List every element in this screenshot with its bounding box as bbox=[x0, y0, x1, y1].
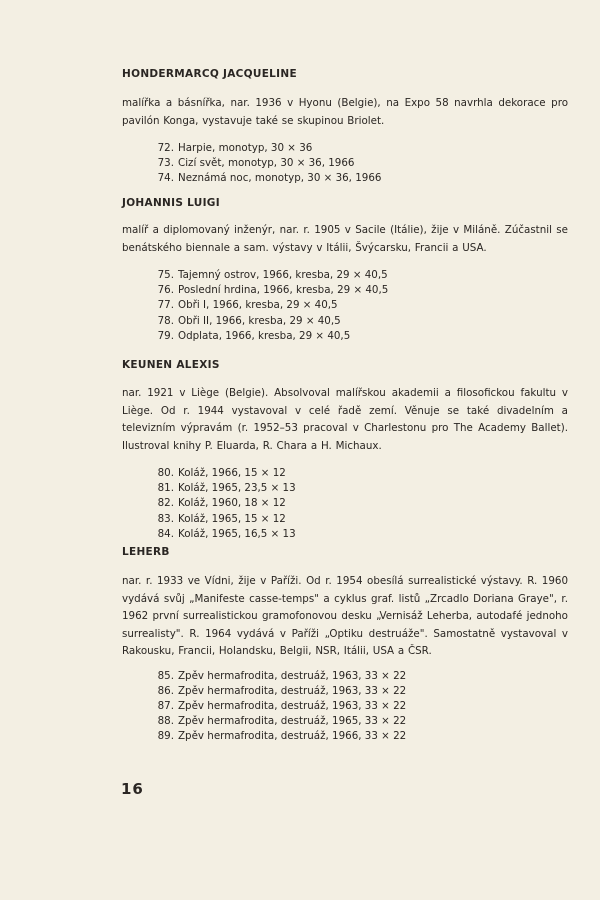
artwork-item bbox=[122, 527, 568, 542]
artwork-item bbox=[122, 268, 568, 283]
artwork-item bbox=[122, 466, 568, 481]
artwork-number: 80. bbox=[157, 467, 174, 479]
artwork-title: Zpěv hermafrodita, destruáž, 1965, 33 × 22 bbox=[178, 715, 407, 728]
artwork-number: 73. bbox=[157, 157, 174, 170]
artwork-number: 72. bbox=[157, 142, 174, 154]
artist-name: JOHANNIS LUIGI bbox=[122, 197, 220, 209]
artwork-title: Koláž, 1966, 15 × 12 bbox=[178, 467, 286, 479]
artwork-number: 87. bbox=[157, 699, 174, 712]
artwork-number: 81. bbox=[157, 482, 174, 495]
artist-entry bbox=[122, 67, 568, 187]
artwork-number: 79. bbox=[157, 329, 174, 342]
artist-name: LEHERB bbox=[122, 546, 170, 558]
artwork-title: Zpěv hermafrodita, destruáž, 1963, 33 × 22 bbox=[178, 669, 407, 682]
artwork-title: Poslední hrdina, 1966, kresba, 29 × 40,5 bbox=[178, 284, 389, 297]
artist-entry bbox=[122, 358, 568, 542]
artwork-item bbox=[122, 684, 568, 699]
artwork-title: Zpěv hermafrodita, destruáž, 1963, 33 × 22 bbox=[178, 699, 407, 712]
artwork-item bbox=[122, 298, 568, 313]
artwork-title: Koláž, 1965, 23,5 × 13 bbox=[178, 482, 296, 495]
artwork-item bbox=[122, 156, 568, 171]
artist-bio: malíř a diplomovaný inženýr, nar. r. 1905 v Sacile (Itálie), žije v Miláně. Zúčastnil se benátského biennale a sam. výstavy v Itálii, Švýcarsku, Francii a USA. bbox=[122, 224, 568, 254]
artwork-number: 82. bbox=[157, 497, 174, 510]
artwork-item bbox=[122, 283, 568, 298]
artwork-item bbox=[122, 699, 568, 714]
artwork-item bbox=[122, 329, 568, 344]
artwork-number: 88. bbox=[157, 715, 174, 728]
artwork-number: 76. bbox=[157, 284, 174, 297]
artwork-list bbox=[122, 268, 568, 344]
artist-entry bbox=[122, 545, 568, 745]
artwork-item bbox=[122, 481, 568, 496]
artwork-item bbox=[122, 141, 568, 156]
artwork-title: Zpěv hermafrodita, destruáž, 1963, 33 × 22 bbox=[178, 684, 407, 697]
artwork-title: Koláž, 1960, 18 × 12 bbox=[178, 497, 286, 510]
artist-name: KEUNEN ALEXIS bbox=[122, 359, 220, 371]
artwork-number: 75. bbox=[157, 269, 174, 281]
artwork-item bbox=[122, 314, 568, 329]
artwork-list bbox=[122, 669, 568, 745]
artist-bio: malířka a básnířka, nar. 1936 v Hyonu (Belgie), na Expo 58 navrhla dekorace pro pavilón Konga, vystavuje také se skupinou Briolet. bbox=[122, 97, 568, 127]
artwork-number: 86. bbox=[157, 684, 174, 697]
page-number: 16 bbox=[121, 780, 144, 798]
artist-entry bbox=[122, 196, 568, 344]
artwork-title: Zpěv hermafrodita, destruáž, 1966, 33 × 22 bbox=[178, 730, 407, 743]
artwork-number: 84. bbox=[157, 527, 174, 540]
artist-bio: nar. 1921 v Liège (Belgie). Absolvoval malířskou akademii a filosofickou fakultu v Liège. Od r. 1944 vystavoval v celé řadě zemí. Věnuje se také divadelním a televizním výpravám (r. 1952–53 pracoval v Charlestonu pro The Academy Ballet). Ilustroval knihy P. Eluarda, R. Chara a H. Michaux. bbox=[122, 387, 568, 452]
artwork-title: Obři I, 1966, kresba, 29 × 40,5 bbox=[178, 299, 338, 312]
artist-name: HONDERMARCQ JACQUELINE bbox=[122, 68, 297, 80]
artwork-item bbox=[122, 669, 568, 684]
artwork-item bbox=[122, 496, 568, 511]
artwork-item bbox=[122, 714, 568, 729]
artwork-item bbox=[122, 171, 568, 186]
artwork-title: Odplata, 1966, kresba, 29 × 40,5 bbox=[178, 329, 351, 342]
artwork-number: 89. bbox=[157, 730, 174, 743]
artwork-list bbox=[122, 141, 568, 187]
artwork-title: Cizí svět, monotyp, 30 × 36, 1966 bbox=[178, 157, 355, 170]
artwork-number: 74. bbox=[157, 172, 174, 185]
artwork-item bbox=[122, 729, 568, 744]
artwork-item bbox=[122, 512, 568, 527]
artwork-title: Harpie, monotyp, 30 × 36 bbox=[178, 142, 313, 154]
artwork-list bbox=[122, 466, 568, 542]
artwork-title: Obři II, 1966, kresba, 29 × 40,5 bbox=[178, 314, 341, 327]
artwork-number: 77. bbox=[157, 299, 174, 312]
artwork-number: 78. bbox=[157, 314, 174, 327]
artwork-title: Tajemný ostrov, 1966, kresba, 29 × 40,5 bbox=[178, 269, 388, 281]
artwork-title: Koláž, 1965, 16,5 × 13 bbox=[178, 527, 296, 540]
artwork-title: Neznámá noc, monotyp, 30 × 36, 1966 bbox=[178, 172, 382, 185]
artist-bio: nar. r. 1933 ve Vídni, žije v Paříži. Od r. 1954 obesílá surrealistické výstavy. R. 1960 vydává svůj „Manifeste casse-temps" a cyklus graf. listů „Zrcadlo Doriana Graye", r. 1962 první surrealistickou gramofonovou desku „Vernisáž Leherba, autodafé jednoho surrealisty". R. 1964 vydává v Paříži „Optiku destruáže". Samostatně vystavoval v Rakousku, Francii, Holandsku, Belgii, NSR, Itálii, USA a ČSR. bbox=[122, 575, 568, 657]
artwork-number: 85. bbox=[157, 669, 174, 682]
artwork-number: 83. bbox=[157, 512, 174, 525]
artwork-title: Koláž, 1965, 15 × 12 bbox=[178, 512, 286, 525]
